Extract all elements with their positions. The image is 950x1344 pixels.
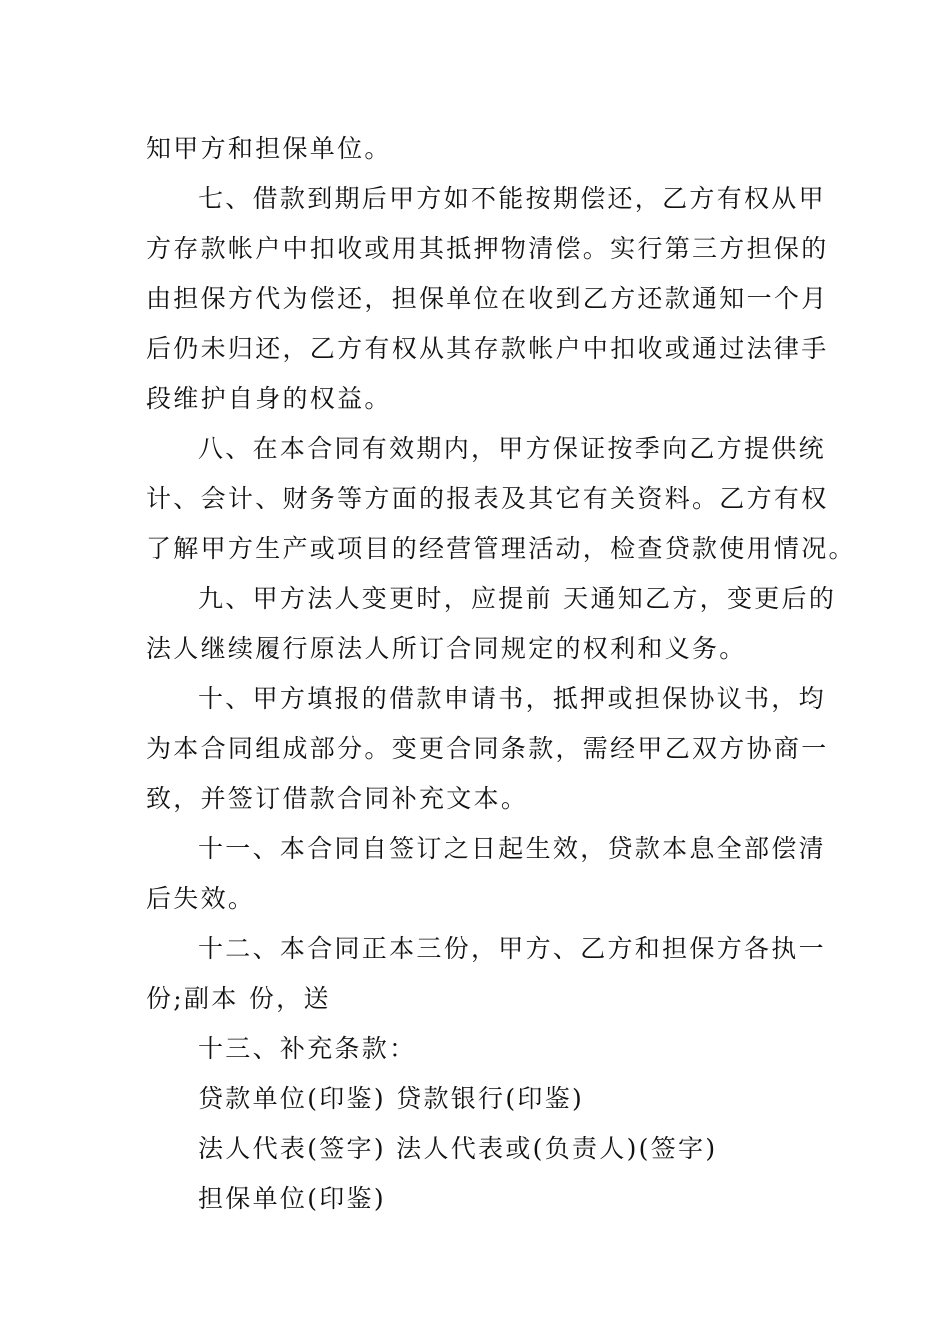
paragraph-7-line-1: 七、借款到期后甲方如不能按期偿还，乙方有权从甲 (198, 184, 826, 213)
signature-line-guarantor: 担保单位(印鉴) (198, 1184, 386, 1213)
paragraph-11-line-2: 后失效。 (146, 884, 256, 913)
paragraph-10-line-1: 十、甲方填报的借款申请书，抵押或担保协议书，均 (198, 684, 826, 713)
contract-body (146, 124, 856, 1224)
paragraph-13-line-1: 十三、补充条款： (198, 1034, 417, 1063)
paragraph-12-line-2: 份;副本 份，送 (146, 984, 331, 1013)
paragraph-8-line-2: 计、会计、财务等方面的报表及其它有关资料。乙方有权 (146, 484, 829, 513)
paragraph-7-line-2: 方存款帐户中扣收或用其抵押物清偿。实行第三方担保的 (146, 234, 829, 263)
paragraph-11-line-1: 十一、本合同自签订之日起生效，贷款本息全部偿清 (198, 834, 826, 863)
paragraph-10-line-2: 为本合同组成部分。变更合同条款，需经甲乙双方协商一 (146, 734, 829, 763)
paragraph-8-line-1: 八、在本合同有效期内，甲方保证按季向乙方提供统 (198, 434, 826, 463)
paragraph-7-line-3: 由担保方代为偿还，担保单位在收到乙方还款通知一个月 (146, 284, 829, 313)
paragraph-6-tail-line-1: 知甲方和担保单位。 (146, 134, 392, 163)
signature-line-representatives: 法人代表(签字) 法人代表或(负责人)(签字) (198, 1134, 718, 1163)
paragraph-9-line-2: 法人继续履行原法人所订合同规定的权利和义务。 (146, 634, 747, 663)
paragraph-10-line-3: 致，并签订借款合同补充文本。 (146, 784, 529, 813)
paragraph-8-line-3: 了解甲方生产或项目的经营管理活动，检查贷款使用情况。 (146, 534, 856, 563)
paragraph-7-line-5: 段维护自身的权益。 (146, 384, 392, 413)
signature-line-lender-bank: 贷款单位(印鉴) 贷款银行(印鉴) (198, 1084, 585, 1113)
paragraph-12-line-1: 十二、本合同正本三份，甲方、乙方和担保方各执一 (198, 934, 826, 963)
paragraph-7-line-4: 后仍未归还，乙方有权从其存款帐户中扣收或通过法律手 (146, 334, 829, 363)
paragraph-9-line-1: 九、甲方法人变更时，应提前 天通知乙方，变更后的 (198, 584, 837, 613)
